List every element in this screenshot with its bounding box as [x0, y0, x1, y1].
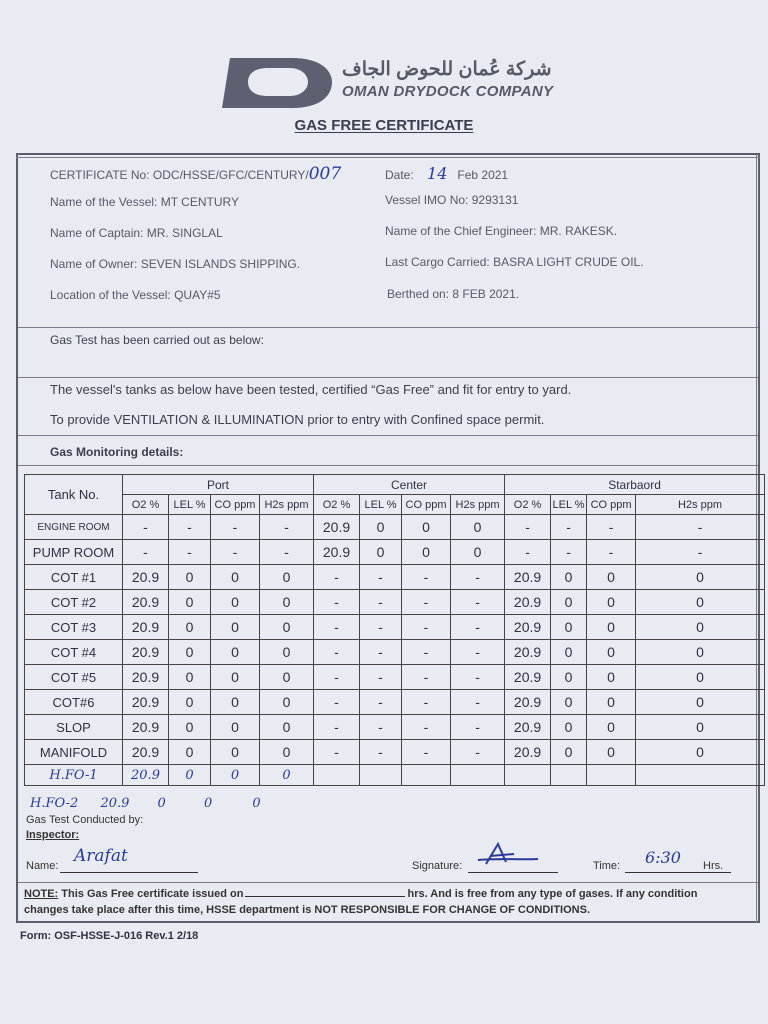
tank-name-cell: COT #4: [25, 640, 123, 665]
time-unit: Hrs.: [703, 860, 724, 872]
value-cell: 0: [636, 640, 765, 665]
value-cell: -: [360, 615, 402, 640]
value-cell: 20.9: [505, 565, 551, 590]
form-reference: Form: OSF-HSSE-J-016 Rev.1 2/18: [20, 930, 199, 942]
value-cell: 0: [551, 665, 587, 690]
value-cell: 20.9: [123, 615, 169, 640]
value-cell: -: [451, 665, 505, 690]
center-header: Center: [314, 475, 505, 495]
company-name: OMAN DRYDOCK COMPANY: [342, 83, 554, 100]
value-cell: -: [314, 590, 360, 615]
name-label: Name:: [26, 860, 59, 872]
value-cell: 0: [169, 690, 211, 715]
value-cell: 0: [260, 565, 314, 590]
value-cell: -: [260, 540, 314, 565]
value-cell: 0: [260, 690, 314, 715]
value-cell: 0: [636, 615, 765, 640]
value-cell: -: [314, 640, 360, 665]
value-cell: 0: [169, 740, 211, 765]
value-cell: -: [360, 640, 402, 665]
value-cell: -: [551, 515, 587, 540]
name-line: [60, 872, 198, 873]
time-value: 6:30: [645, 848, 681, 867]
value-cell: 0: [260, 765, 314, 786]
value-cell: 20.9: [123, 590, 169, 615]
sub-header: H2s ppm: [451, 495, 505, 515]
starboard-header: Starbaord: [505, 475, 765, 495]
owner-field: Name of Owner: SEVEN ISLANDS SHIPPING.: [50, 257, 301, 271]
value-cell: 0: [211, 765, 260, 786]
value-cell: -: [360, 565, 402, 590]
table-row: [25, 565, 765, 590]
captain-field: Name of Captain: MR. SINGLAL: [50, 226, 223, 240]
value-cell: -: [402, 640, 451, 665]
value-cell: -: [505, 515, 551, 540]
value-cell: 0: [211, 565, 260, 590]
conducted-by-label: Gas Test Conducted by:: [26, 814, 144, 826]
tank-name-cell: MANIFOLD: [25, 740, 123, 765]
value-cell: -: [360, 740, 402, 765]
value-cell: 0: [587, 565, 636, 590]
vessel-name-field: Name of the Vessel: MT CENTURY: [50, 195, 239, 209]
inspector-label: Inspector:: [26, 829, 80, 841]
value-cell: 0: [169, 590, 211, 615]
value-cell: -: [402, 590, 451, 615]
value-cell: 0: [587, 590, 636, 615]
value-cell: -: [360, 690, 402, 715]
value-cell: -: [169, 515, 211, 540]
handwritten-row-hfo-1: [25, 765, 765, 786]
tank-name-cell: COT #5: [25, 665, 123, 690]
tank-name-cell: COT #2: [25, 590, 123, 615]
value-cell: 20.9: [505, 665, 551, 690]
divider: [18, 882, 758, 883]
tank-name-cell: H.FO-1: [25, 765, 123, 786]
tank-name-cell: SLOP: [25, 715, 123, 740]
sub-header-row: [25, 495, 765, 515]
tank-name-cell: COT #3: [25, 615, 123, 640]
value-cell: -: [451, 690, 505, 715]
monitoring-title: Gas Monitoring details:: [50, 445, 184, 459]
value-cell: 0: [587, 615, 636, 640]
value-cell: 20.9: [314, 540, 360, 565]
value-cell: [587, 765, 636, 786]
value-cell: 20.9: [505, 615, 551, 640]
value-cell: -: [636, 540, 765, 565]
value-cell: 0: [260, 590, 314, 615]
value-cell: 0: [211, 615, 260, 640]
value-cell: -: [360, 665, 402, 690]
value-cell: [402, 765, 451, 786]
value-cell: -: [451, 740, 505, 765]
value-cell: 0: [551, 690, 587, 715]
inspector-name: Arafat: [74, 846, 128, 866]
value-cell: -: [169, 540, 211, 565]
value-cell: 20.9: [123, 690, 169, 715]
signature-label: Signature:: [412, 860, 463, 872]
table-row: [25, 690, 765, 715]
value-cell: -: [314, 715, 360, 740]
value-cell: 20.9: [505, 690, 551, 715]
value-cell: 0: [211, 665, 260, 690]
gas-free-statement: The vessel's tanks as below have been tested, certified “Gas Free” and fit for entry to yard.: [50, 382, 572, 397]
value-cell: 20.9: [123, 665, 169, 690]
value-cell: 20.9: [123, 565, 169, 590]
value-cell: 20.9: [123, 640, 169, 665]
value-cell: 20.9: [123, 765, 169, 786]
sub-header: H2s ppm: [260, 495, 314, 515]
tank-no-header: Tank No.: [25, 475, 123, 515]
value-cell: 0: [636, 565, 765, 590]
value-cell: 20.9: [505, 740, 551, 765]
frame-double-line: [16, 157, 760, 158]
value-cell: -: [314, 565, 360, 590]
table-row: [25, 540, 765, 565]
value-cell: -: [402, 665, 451, 690]
value-cell: 0: [551, 615, 587, 640]
value-cell: -: [314, 740, 360, 765]
sub-header: LEL %: [551, 495, 587, 515]
value-cell: 0: [587, 740, 636, 765]
value-cell: -: [402, 715, 451, 740]
company-logo: [222, 52, 334, 112]
value-cell: -: [402, 740, 451, 765]
value-cell: 0: [360, 515, 402, 540]
value-cell: -: [211, 540, 260, 565]
table-row: [25, 665, 765, 690]
value-cell: 0: [260, 615, 314, 640]
value-cell: 0: [636, 590, 765, 615]
handwritten-row-hfo-2: H.FO-2 20.9 0 0 0: [30, 796, 261, 811]
value-cell: -: [402, 615, 451, 640]
value-cell: [314, 765, 360, 786]
value-cell: 20.9: [314, 515, 360, 540]
value-cell: 0: [211, 590, 260, 615]
value-cell: -: [587, 540, 636, 565]
value-cell: 0: [451, 540, 505, 565]
value-cell: 0: [169, 715, 211, 740]
gas-monitoring-table: [24, 474, 765, 786]
sub-header: CO ppm: [211, 495, 260, 515]
value-cell: -: [314, 690, 360, 715]
value-cell: [451, 765, 505, 786]
value-cell: -: [636, 515, 765, 540]
value-cell: 0: [636, 715, 765, 740]
company-name-arabic: شركة عُمان للحوض الجاف: [342, 59, 552, 80]
value-cell: -: [451, 590, 505, 615]
value-cell: 0: [551, 715, 587, 740]
value-cell: 0: [587, 690, 636, 715]
time-label: Time:: [593, 860, 621, 872]
value-cell: 0: [211, 740, 260, 765]
value-cell: [360, 765, 402, 786]
value-cell: 0: [587, 640, 636, 665]
value-cell: -: [314, 615, 360, 640]
table-row: [25, 590, 765, 615]
table-row: [25, 515, 765, 540]
value-cell: 0: [636, 740, 765, 765]
value-cell: 0: [260, 715, 314, 740]
value-cell: 0: [360, 540, 402, 565]
value-cell: 0: [636, 665, 765, 690]
value-cell: [636, 765, 765, 786]
value-cell: 0: [169, 565, 211, 590]
value-cell: 0: [451, 515, 505, 540]
value-cell: 0: [260, 740, 314, 765]
table-row: [25, 640, 765, 665]
value-cell: 0: [260, 665, 314, 690]
value-cell: 0: [551, 590, 587, 615]
value-cell: -: [402, 565, 451, 590]
value-cell: -: [123, 515, 169, 540]
value-cell: 0: [211, 690, 260, 715]
value-cell: 0: [260, 640, 314, 665]
value-cell: 0: [211, 640, 260, 665]
sub-header: O2 %: [314, 495, 360, 515]
time-line: [625, 872, 731, 873]
value-cell: -: [451, 715, 505, 740]
value-cell: 0: [402, 540, 451, 565]
note-text: NOTE: This Gas Free certificate issued on hrs. And is free from any type of gases. If any condition changes take place after this time, HSSE department is NOT RESPONSIBLE FOR CHANGE OF CONDITIONS.: [24, 888, 698, 916]
value-cell: -: [360, 590, 402, 615]
value-cell: 0: [551, 640, 587, 665]
certificate-number: 007: [308, 164, 342, 184]
certificate-number-field: CERTIFICATE No: ODC/HSSE/GFC/CENTURY/007: [50, 164, 342, 184]
date-day: 14: [427, 164, 448, 183]
imo-field: Vessel IMO No: 9293131: [385, 193, 519, 207]
value-cell: -: [587, 515, 636, 540]
sub-header: CO ppm: [587, 495, 636, 515]
chief-engineer-field: Name of the Chief Engineer: MR. RAKESK.: [385, 224, 618, 238]
last-cargo-field: Last Cargo Carried: BASRA LIGHT CRUDE OIL.: [385, 255, 644, 269]
page-title: GAS FREE CERTIFICATE: [294, 117, 474, 134]
tank-name-cell: COT #1: [25, 565, 123, 590]
ventilation-statement: To provide VENTILATION & ILLUMINATION prior to entry with Confined space permit.: [50, 412, 545, 427]
value-cell: 0: [551, 565, 587, 590]
divider: [18, 465, 758, 466]
sub-header: O2 %: [123, 495, 169, 515]
tank-name-cell: ENGINE ROOM: [25, 515, 123, 540]
value-cell: 20.9: [123, 715, 169, 740]
sub-header: H2s ppm: [636, 495, 765, 515]
value-cell: 20.9: [505, 715, 551, 740]
value-cell: -: [551, 540, 587, 565]
value-cell: 0: [551, 740, 587, 765]
value-cell: 20.9: [123, 740, 169, 765]
table-row: [25, 740, 765, 765]
value-cell: -: [211, 515, 260, 540]
value-cell: 0: [587, 665, 636, 690]
date-field: Date: 14 Feb 2021: [385, 164, 509, 183]
divider: [18, 327, 758, 328]
value-cell: -: [402, 690, 451, 715]
value-cell: -: [314, 665, 360, 690]
value-cell: 0: [169, 640, 211, 665]
location-field: Location of the Vessel: QUAY#5: [50, 288, 221, 302]
value-cell: 0: [169, 765, 211, 786]
port-header: Port: [123, 475, 314, 495]
value-cell: 0: [402, 515, 451, 540]
tank-name-cell: PUMP ROOM: [25, 540, 123, 565]
value-cell: 0: [211, 715, 260, 740]
value-cell: -: [451, 640, 505, 665]
divider: [18, 435, 758, 436]
sub-header: CO ppm: [402, 495, 451, 515]
sub-header: O2 %: [505, 495, 551, 515]
divider: [18, 377, 758, 378]
table-row: [25, 715, 765, 740]
tank-name-cell: COT#6: [25, 690, 123, 715]
value-cell: 0: [169, 615, 211, 640]
value-cell: 20.9: [505, 640, 551, 665]
value-cell: 20.9: [505, 590, 551, 615]
value-cell: -: [451, 565, 505, 590]
value-cell: [505, 765, 551, 786]
value-cell: [551, 765, 587, 786]
value-cell: -: [451, 615, 505, 640]
sub-header: LEL %: [360, 495, 402, 515]
gas-test-text: Gas Test has been carried out as below:: [50, 333, 264, 347]
value-cell: 0: [636, 690, 765, 715]
berthed-field: Berthed on: 8 FEB 2021.: [387, 287, 520, 301]
table-row: [25, 615, 765, 640]
signature-mark: [468, 838, 560, 872]
value-cell: 0: [169, 665, 211, 690]
value-cell: -: [505, 540, 551, 565]
value-cell: -: [360, 715, 402, 740]
value-cell: -: [123, 540, 169, 565]
signature-line: [468, 872, 558, 873]
sub-header: LEL %: [169, 495, 211, 515]
value-cell: 0: [587, 715, 636, 740]
value-cell: -: [260, 515, 314, 540]
